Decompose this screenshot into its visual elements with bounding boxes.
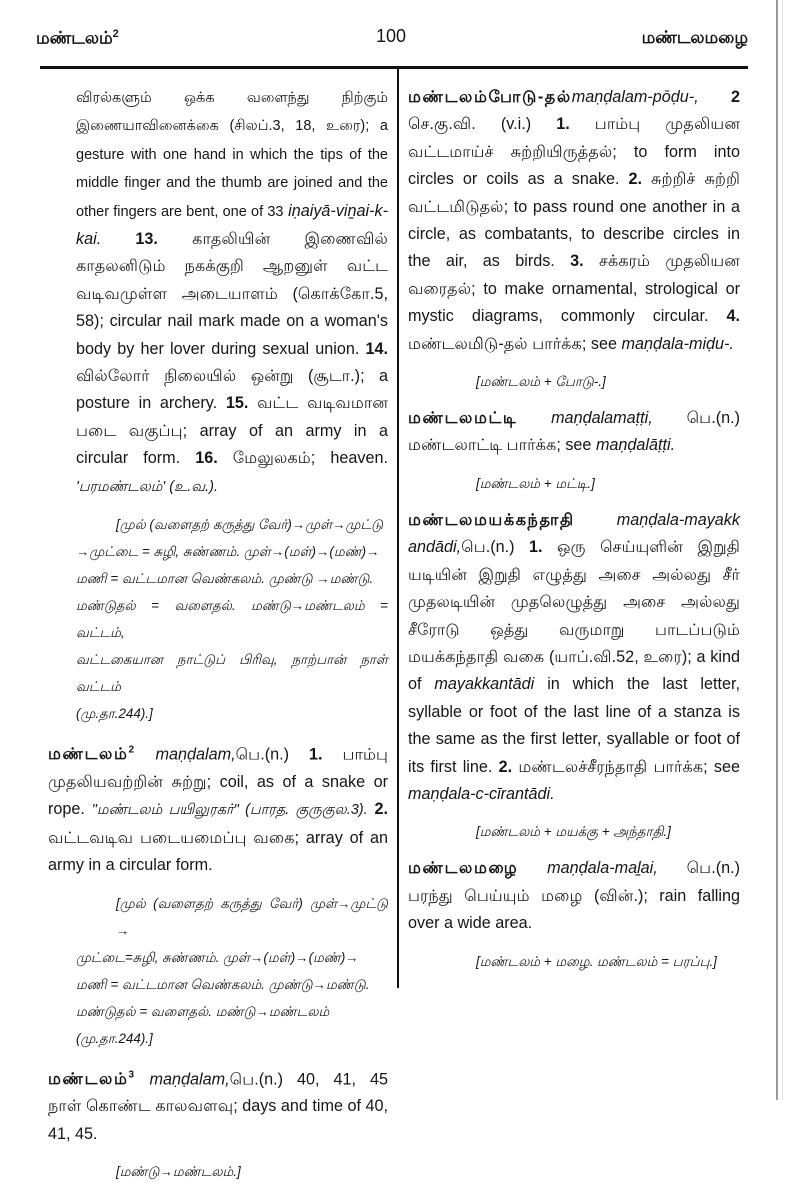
sense-number: 13. <box>135 230 158 249</box>
sense-number: 4. <box>726 307 740 326</box>
continued-entry <box>48 84 388 501</box>
sense-number: 16. <box>195 449 218 468</box>
sense-number: 1. <box>529 538 543 557</box>
etymology-line: மணி = வட்டமான வெண்கலம். முண்டு →மண்டு. <box>76 571 374 587</box>
part-of-speech: பெ.(n.) <box>686 409 741 428</box>
sense-text: பாம்பு முதலியவற்றின் சுற்று; coil, as of a snake or rope. <box>48 745 389 819</box>
sense-text: in which the last letter, syllable or foot of the last line of a stanza is the same as the first letter, syallable or foot of its first line. <box>408 675 740 776</box>
page-edge-shadow <box>776 0 778 1100</box>
transliteration: maṇḍalam-pōḍu-, <box>571 88 699 106</box>
headword: மண்டலம்போடு-தல் <box>408 88 572 106</box>
etymology-block <box>408 368 740 395</box>
etymology-block <box>48 890 388 1052</box>
sense-text: 40, 41, 45 நாள் கொண்ட காலவளவு; days and time of 40, 41, 45. <box>48 1069 388 1143</box>
sense-text: சுற்றிச் சுற்றி வட்டமிடுதல்; to pass round one another in a circle, as combatants, to describe circles in the air, as birds. <box>408 170 740 271</box>
etymology-line: →முட்டை = சுழி, சுண்ணம். முள்→(மள்)→(மண்)→ <box>76 544 380 560</box>
sense-text: மேலுலகம்; heaven. <box>232 449 388 468</box>
part-of-speech: பெ.(n.) <box>461 538 515 557</box>
usage-quote: "மண்டலம் பயிலுரகர்" (பாரத. குருகுல.3). <box>91 802 368 819</box>
left-column <box>48 84 388 1195</box>
cross-reference: maṇḍala-c-cīrantādi. <box>408 784 555 803</box>
transliteration: maṇḍala-maḻai, <box>547 859 658 878</box>
sense-text: காதலியின் இணைவில் காதலனிடும் நகக்குறி ஆறனுள் வட்ட வடிவமுள்ள அடையாளம் (கொக்கோ.5, 58); circular nail mark made on a woman's body by her lover during sexual union. <box>76 230 388 358</box>
dictionary-entry <box>48 1062 388 1149</box>
etymology-line: [மண்டலம் + மழை. மண்டலம் = பரப்பு.] <box>476 953 717 969</box>
etymology-block <box>48 1158 388 1185</box>
page-edge-line <box>782 0 783 1100</box>
sense-number: 15. <box>225 394 249 413</box>
sense-text: வட்ட வடிவமான படை வகுப்பு; array of an army in a circular form. <box>76 394 389 468</box>
transliteration: maṇḍala-mayakk andādi, <box>408 510 740 557</box>
etymology-line: மண்டுதல் = வளைதல். மண்டு→மண்டலம் <box>76 1003 330 1019</box>
etymology-line: [மண்டலம் + போடு-.] <box>476 374 606 390</box>
sense-number: 2. <box>374 800 389 819</box>
etymology-line: வட்டகையான நாட்டுப் பிரிவு, நாற்பான் நாள் வட்டம் <box>76 652 388 695</box>
right-guide-word: மண்டலமழை <box>641 28 748 47</box>
sense-number: 14. <box>365 339 389 358</box>
sense-text: வட்டவடிவ படையமைப்பு வகை; array of an army in a circular form. <box>48 828 388 875</box>
sense-text: பாம்பு முதலியன வட்டமாய்ச் சுற்றியிருத்தல்; to form into circles or coils as a snake. <box>408 115 741 189</box>
etymology-line: [முல் (வளைதற் கருத்து வேர்)→முள்→முட்டு <box>116 517 384 533</box>
sense-number: 1. <box>308 745 323 764</box>
conjugation-class: 2 <box>730 88 740 106</box>
sense-text: சக்கரம் முதலியன வரைதல்; to make ornamental, strological or mystic diagrams, commonly circular. <box>408 252 740 326</box>
sense-text: மண்டலமிடு-தல் பார்க்க; see <box>408 334 617 353</box>
term: mayakkantādi <box>434 675 535 694</box>
etymology-line: [மண்டு→மண்டலம்.] <box>116 1164 241 1180</box>
sense-number: 3. <box>570 252 584 271</box>
etymology-block <box>408 948 740 975</box>
etymology-block <box>408 818 740 845</box>
page-number: 100 <box>376 26 407 46</box>
header-rule <box>40 66 748 69</box>
sense-number: 2. <box>628 170 642 189</box>
part-of-speech: பெ.(n.) <box>229 1069 284 1088</box>
dictionary-entry <box>408 855 740 937</box>
sense-text: வில்லோர் நிலையில் ஒன்று (சூடா.); a posture in archery. <box>76 367 388 413</box>
sense-number: 1. <box>556 115 570 134</box>
etymology-line: மண்டுதல் = வளைதல். மண்டு→மண்டலம் = வட்டம், <box>76 598 388 641</box>
sense-text: மண்டலாட்டி பார்க்க; see <box>408 436 592 455</box>
part-of-speech: செ.கு.வி. (v.i.) <box>408 115 532 134</box>
etymology-line: [முல் (வளைதற் கருத்து வேர்) முள்→முட்டு → <box>116 895 388 938</box>
dictionary-entry <box>408 84 740 358</box>
etymology-line: [மண்டலம் + மட்டி.] <box>476 475 595 491</box>
etymology-block <box>48 511 388 727</box>
dictionary-entry <box>408 405 740 460</box>
headword: மண்டலமட்டி <box>408 409 518 428</box>
headword: மண்டலமழை <box>408 859 519 878</box>
part-of-speech: பெ.(n.) <box>686 859 740 878</box>
sense-text: மண்டலச்சீரந்தாதி பார்க்க; see <box>518 757 741 776</box>
headword: மண்டலம்$^3$ <box>48 1069 136 1088</box>
etymology-line: மணி = வட்டமான வெண்கலம். முண்டு→மண்டு. <box>76 976 370 992</box>
etymology-line: (மு.தா.244).] <box>76 706 153 722</box>
headword: மண்டலமயக்கந்தாதி <box>408 510 575 529</box>
etymology-line: (மு.தா.244).] <box>76 1030 153 1046</box>
dictionary-entry <box>48 737 388 879</box>
transliteration: maṇḍalam, <box>149 1069 230 1088</box>
part-of-speech: பெ.(n.) <box>235 745 290 764</box>
etymology-block <box>408 470 740 497</box>
continued-text: விரல்களும் ஒக்க வளைந்து நிற்கும் இணையாவினைக்கை (சிலப்.3, 18, உரை); a gesture with one hand in which the tips of the middle finger and the thumb are joined and the other fingers are bent, one of 33 <box>76 90 388 220</box>
usage-quote: 'பரமண்டலம்' (உ.வ.). <box>76 478 218 495</box>
sense-text: ஒரு செய்யுளின் இறுதி யடியின் இறுதி எழுத்து அசை அல்லது சீர் முதலடியின் முதலெழுத்து அசை அல்லது சீரோடு ஒத்து வருமாறு பாடப்படும் மயக்கந்தாதி வகை (யாப்.வி.52, உரை); a kind of <box>408 538 741 694</box>
column-divider <box>397 66 399 988</box>
running-head <box>36 22 748 52</box>
sense-text: பரந்து பெய்யும் மழை (வின்.); rain falling over a wide area. <box>408 886 740 933</box>
dictionary-entry <box>408 507 740 808</box>
right-column <box>408 84 740 985</box>
etymology-line: [மண்டலம் + மயக்கு + அந்தாதி.] <box>476 824 671 840</box>
sense-number: 2. <box>498 757 513 776</box>
headword: மண்டலம்$^2$ <box>48 745 136 764</box>
transliteration: maṇḍalam, <box>155 745 236 764</box>
etymology-line: முட்டை=சுழி, சுண்ணம். முள்→(மள்)→(மண்)→ <box>76 949 359 965</box>
transliteration: iṇaiyā-viṉai-k-kai. <box>76 201 388 249</box>
cross-reference: maṇḍala-miḍu-. <box>621 334 734 353</box>
cross-reference: maṇḍalāṭṭi. <box>595 436 676 455</box>
transliteration: maṇḍalamaṭṭi, <box>551 409 653 428</box>
left-guide-word: மண்டலம்$^2$ <box>36 28 119 48</box>
